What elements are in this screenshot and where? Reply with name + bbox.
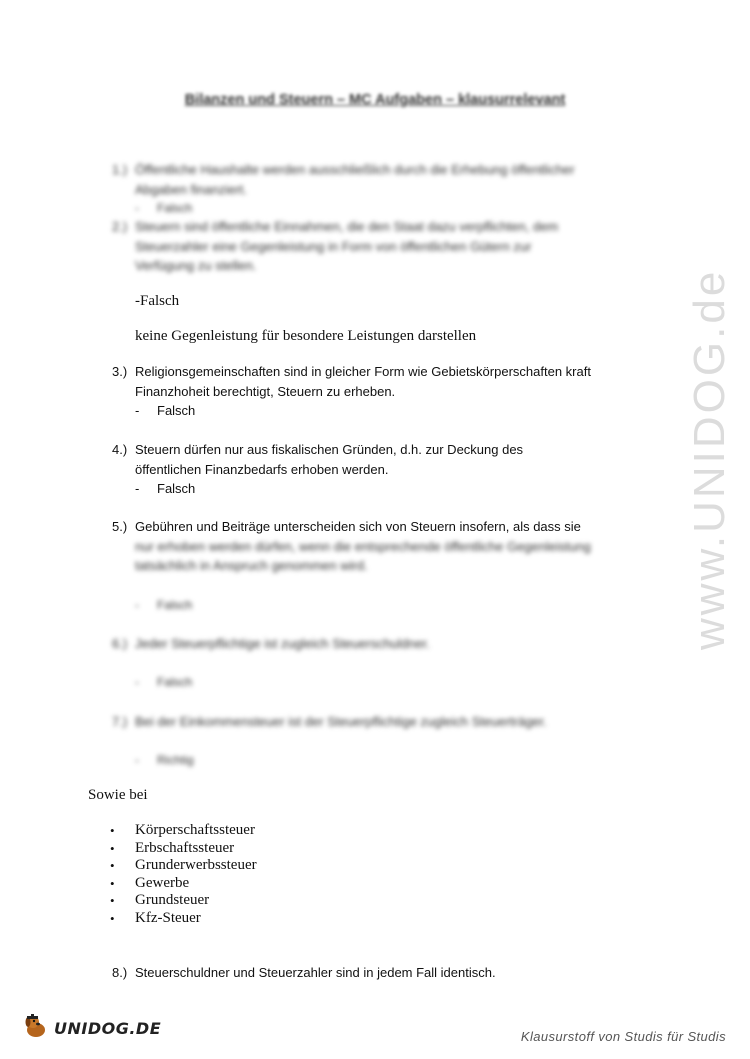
sowie-label: Sowie bei xyxy=(88,787,148,803)
question-number: 1.) xyxy=(112,162,128,177)
question-line: Steuern dürfen nur aus fiskalischen Gründen, d.h. zur Deckung des xyxy=(135,442,524,457)
answer-text: Falsch xyxy=(157,403,196,418)
question-line: Steuerzahler eine Gegenleistung in Form von öffentlichen Gütern zur xyxy=(135,238,532,254)
question-line: Öffentliche Haushalte werden ausschließlich durch die Erhebung öffentlicher xyxy=(135,162,575,177)
answer-dash: - xyxy=(135,675,139,689)
question-text xyxy=(135,362,595,401)
answer-note: keine Gegenleistung für besondere Leistungen darstellen xyxy=(135,328,477,344)
question-text xyxy=(135,634,595,654)
question-line: Steuerschuldner und Steuerzahler sind in jedem Fall identisch. xyxy=(135,965,496,980)
unidog-logo xyxy=(22,1012,161,1045)
answer-text: -Falsch xyxy=(135,293,180,309)
question-number: 5.) xyxy=(112,519,128,534)
dog-mascot-icon xyxy=(22,1012,50,1045)
question-line: öffentlichen Finanzbedarfs erhoben werden. xyxy=(135,461,389,477)
answer-text: Falsch xyxy=(157,481,196,496)
question-line: Religionsgemeinschaften sind in gleicher Form wie Gebietskörperschaften kraft xyxy=(135,364,591,379)
question-number: 6.) xyxy=(112,636,128,651)
answer-dash: - xyxy=(135,201,139,215)
answer-text: Falsch xyxy=(157,201,193,215)
question-line: Bei der Einkommensteuer ist der Steuerpflichtige zugleich Steuerträger. xyxy=(135,714,547,729)
answer-dash: - xyxy=(135,403,140,418)
question-number: 2.) xyxy=(112,219,128,234)
question-line: Finanzhoheit berechtigt, Steuern zu erheben. xyxy=(135,383,396,399)
question-text xyxy=(135,963,595,983)
question-number: 8.) xyxy=(112,965,128,980)
question-text xyxy=(135,440,595,479)
list-item: • Erbschaftssteuer xyxy=(88,840,257,858)
question-line: Verfügung zu stellen. xyxy=(135,258,257,273)
question-text xyxy=(135,712,595,732)
question-text xyxy=(135,217,595,276)
answer-text: Falsch xyxy=(157,675,193,689)
tax-list xyxy=(88,822,257,927)
question-text xyxy=(135,160,595,199)
list-item: • Grunderwerbssteuer xyxy=(88,857,257,875)
document-title: Bilanzen und Steuern – MC Aufgaben – klausurrelevant xyxy=(184,92,566,108)
question-line: Abgaben finanziert. xyxy=(135,181,248,197)
question-line: Jeder Steuerpflichtige ist zugleich Steuerschuldner. xyxy=(135,636,430,651)
question-number: 7.) xyxy=(112,714,128,729)
watermark-text: www.UNIDOG.de xyxy=(685,268,734,650)
question-line: Gebühren und Beiträge unterscheiden sich von Steuern insofern, als dass sie xyxy=(135,519,581,534)
answer-text: Richtig xyxy=(157,753,194,767)
answer-dash: - xyxy=(135,481,140,496)
list-item: • Grundsteuer xyxy=(88,892,257,910)
question-line: Steuern sind öffentliche Einnahmen, die den Staat dazu verpflichten, dem xyxy=(135,219,559,234)
footer-slogan: Klausurstoff von Studis für Studis xyxy=(520,1029,726,1044)
question-line: tatsächlich in Anspruch genommen wird. xyxy=(135,558,368,573)
question-line: nur erhoben werden dürfen, wenn die entsprechende öffentliche Gegenleistung xyxy=(135,538,591,554)
answer-text: Falsch xyxy=(157,598,193,612)
logo-text: UNIDOG.DE xyxy=(54,1019,162,1038)
answer-dash: - xyxy=(135,753,139,767)
question-number: 4.) xyxy=(112,442,128,457)
list-item: • Kfz-Steuer xyxy=(88,910,257,928)
list-item: • Gewerbe xyxy=(88,875,257,893)
list-item: • Körperschaftssteuer xyxy=(88,822,257,840)
question-number: 3.) xyxy=(112,364,128,379)
answer-dash: - xyxy=(135,598,139,612)
question-text xyxy=(135,517,595,576)
